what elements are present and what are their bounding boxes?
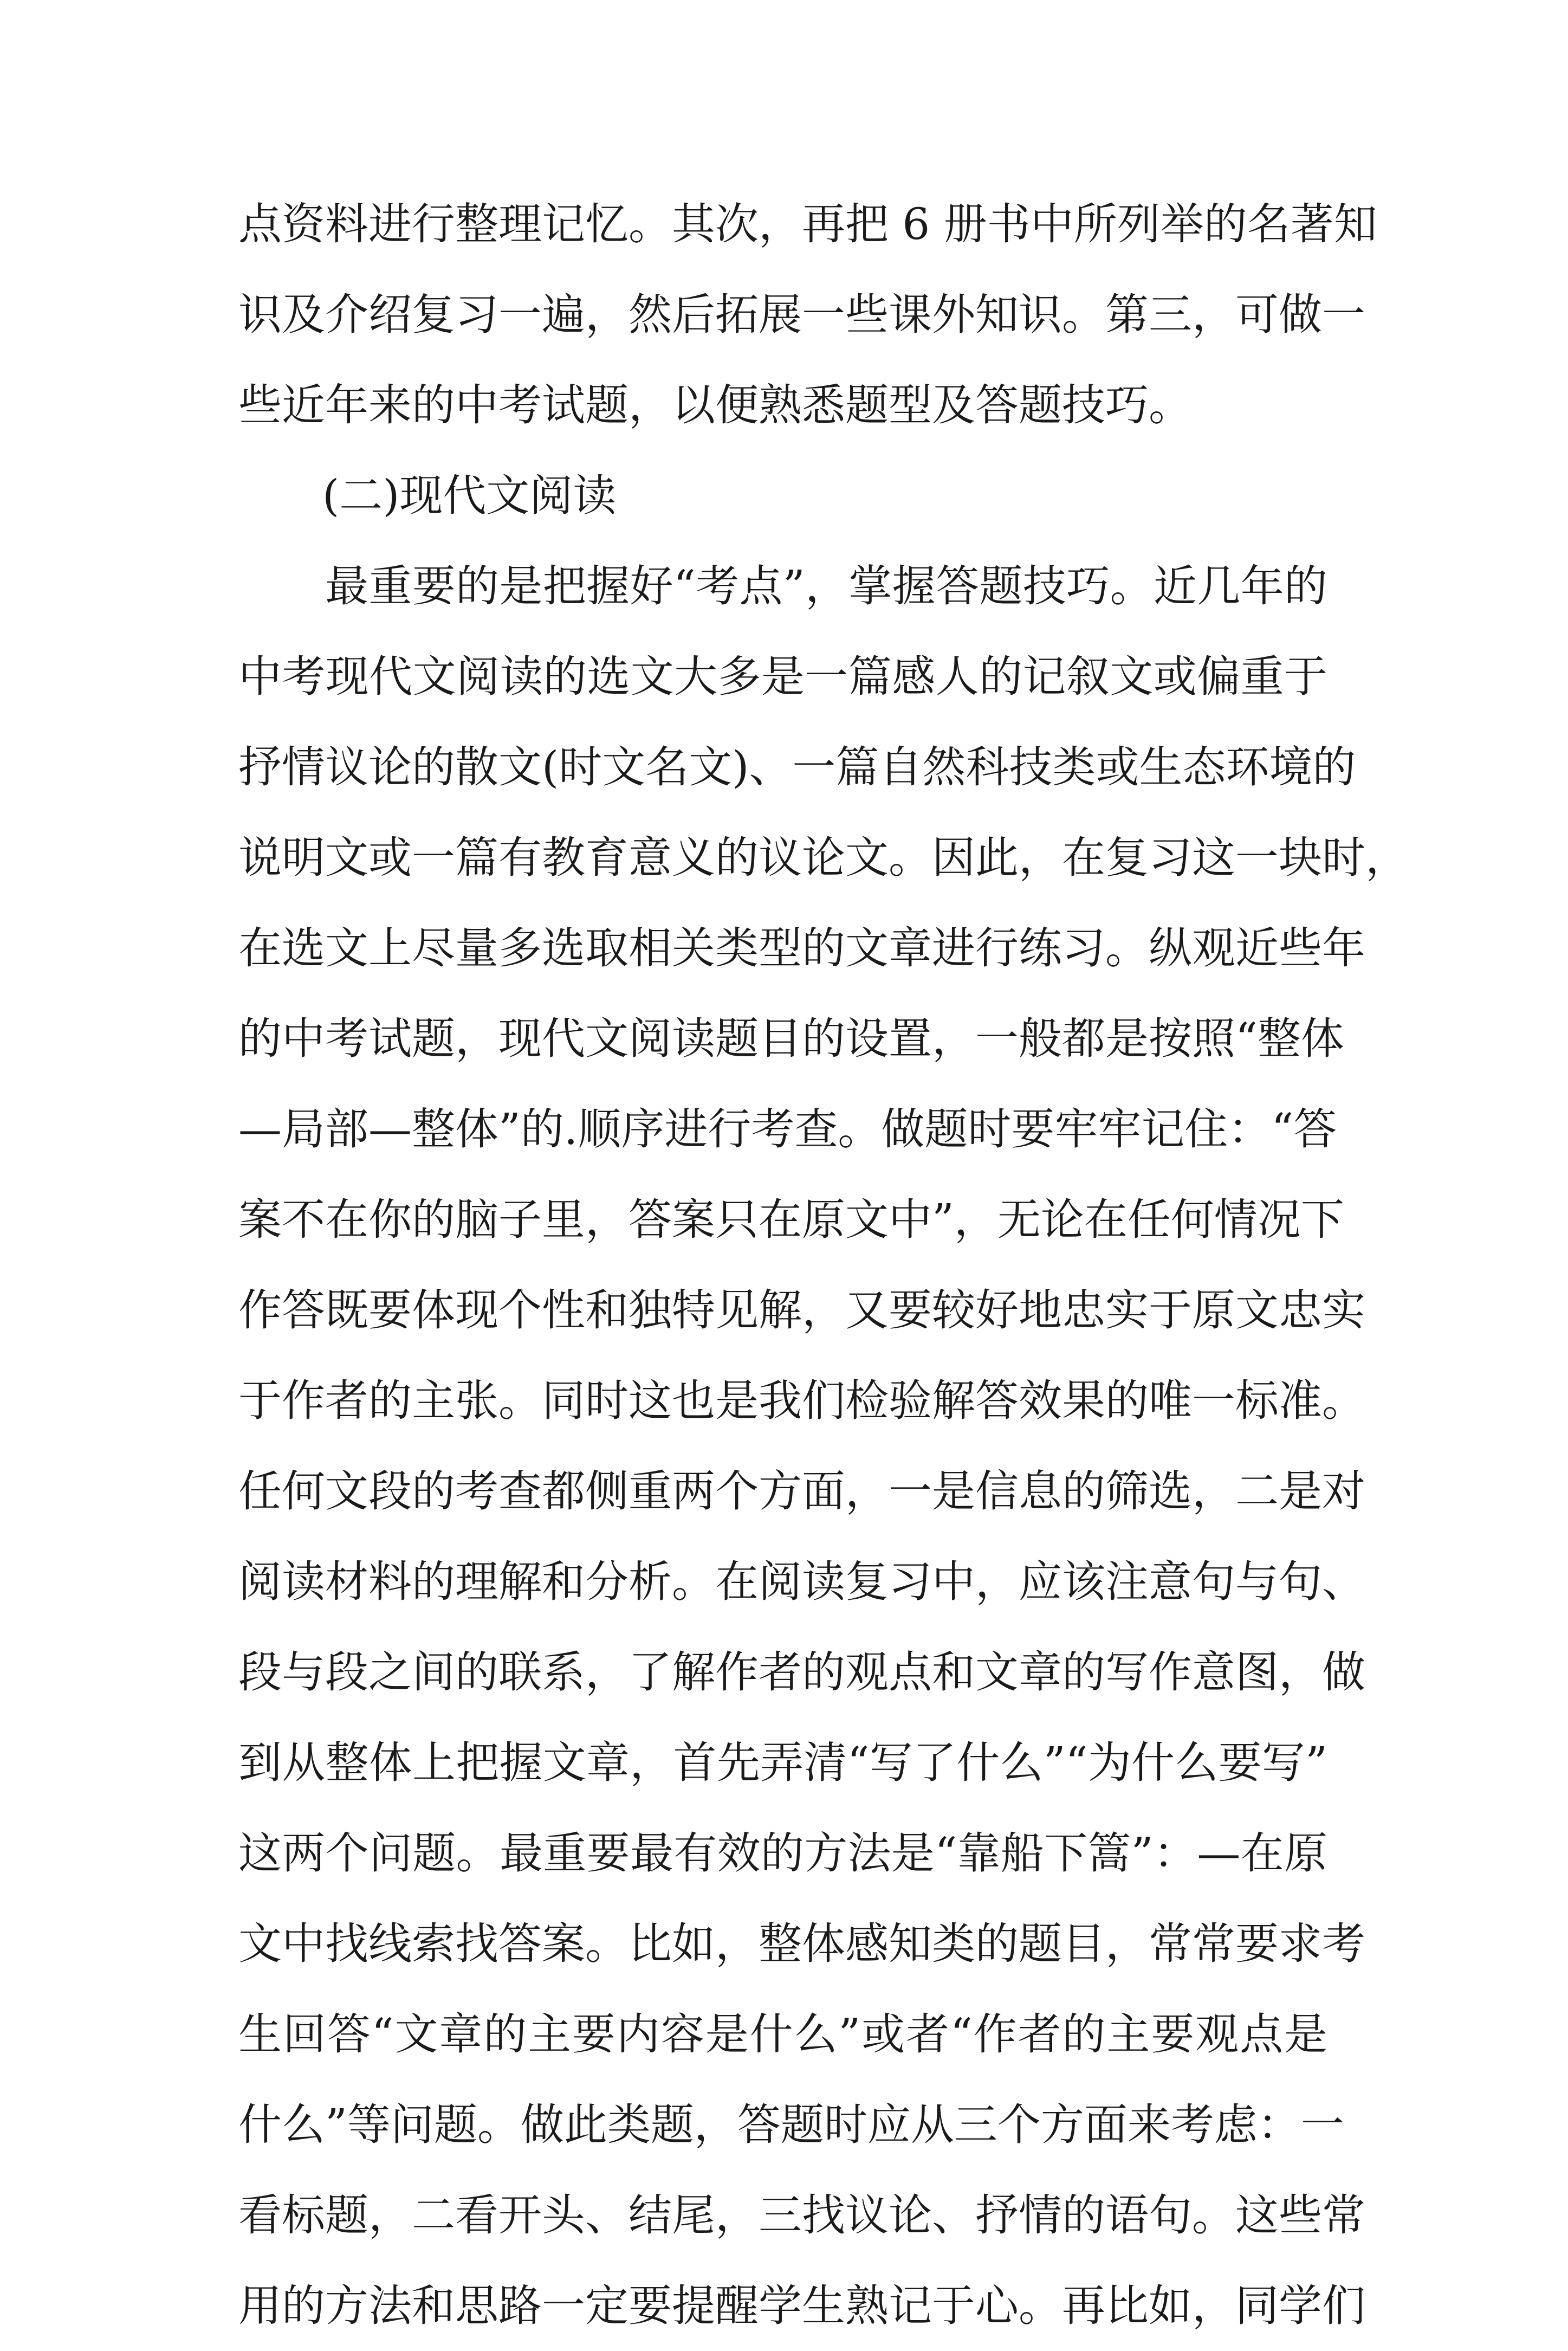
- text-line: 到从整体上把握文章，首先弄清“写了什么”“为什么要写”: [238, 1738, 1327, 1788]
- text-line: 文中找线索找答案。比如，整体感知类的题目，常常要求考: [238, 1919, 1365, 1969]
- text-line: 于作者的主张。同时这也是我们检验解答效果的唯一标准。: [238, 1375, 1365, 1426]
- text-line: 作答既要体现个性和独特见解，又要较好地忠实于原文忠实: [238, 1285, 1365, 1335]
- text-line: 用的方法和思路一定要提醒学生熟记于心。再比如，同学们: [238, 2281, 1365, 2331]
- text-line: 中考现代文阅读的选文大多是一篇感人的记叙文或偏重于: [238, 651, 1327, 702]
- text-line: 在选文上尽量多选取相关类型的文章进行练习。纵观近些年: [238, 923, 1365, 973]
- text-line: —局部—整体”的.顺序进行考查。做题时要牢牢记住：“答: [238, 1104, 1337, 1154]
- text-line: 说明文或一篇有教育意义的议论文。因此，在复习这一块时，: [238, 832, 1409, 883]
- section-heading: (二)现代文阅读: [322, 470, 617, 521]
- text-line: 什么”等问题。做此类题，答题时应从三个方面来考虑：一: [238, 2100, 1344, 2150]
- text-line: 最重要的是把握好“考点”，掌握答题技巧。近几年的: [325, 561, 1327, 611]
- text-line: 识及介绍复习一遍，然后拓展一些课外知识。第三，可做一: [238, 289, 1365, 340]
- text-line: 任何文段的考查都侧重两个方面，一是信息的筛选，二是对: [238, 1466, 1365, 1516]
- text-line: 看标题，二看开头、结尾，三找议论、抒情的语句。这些常: [238, 2190, 1365, 2240]
- text-line: 些近年来的中考试题，以便熟悉题型及答题技巧。: [238, 380, 1192, 430]
- text-line: 这两个问题。最重要最有效的方法是“靠船下篙”：—在原: [238, 1828, 1327, 1878]
- text-line: 的中考试题，现代文阅读题目的设置，一般都是按照“整体: [238, 1013, 1344, 1064]
- text-line: 抒情议论的散文(时文名文)、一篇自然科技类或生态环境的: [238, 742, 1356, 792]
- body-text: [238, 179, 1409, 2351]
- text-line: 点资料进行整理记忆。其次，再把 6 册书中所列举的名著知: [238, 199, 1377, 249]
- text-line: 段与段之间的联系，了解作者的观点和文章的写作意图，做: [238, 1647, 1365, 1697]
- text-line: 案不在你的脑子里，答案只在原文中”，无论在任何情况下: [238, 1194, 1344, 1245]
- text-line: 阅读材料的理解和分析。在阅读复习中，应该注意句与句、: [238, 1556, 1365, 1607]
- text-line: 生回答“文章的主要内容是什么”或者“作者的主要观点是: [238, 2009, 1327, 2059]
